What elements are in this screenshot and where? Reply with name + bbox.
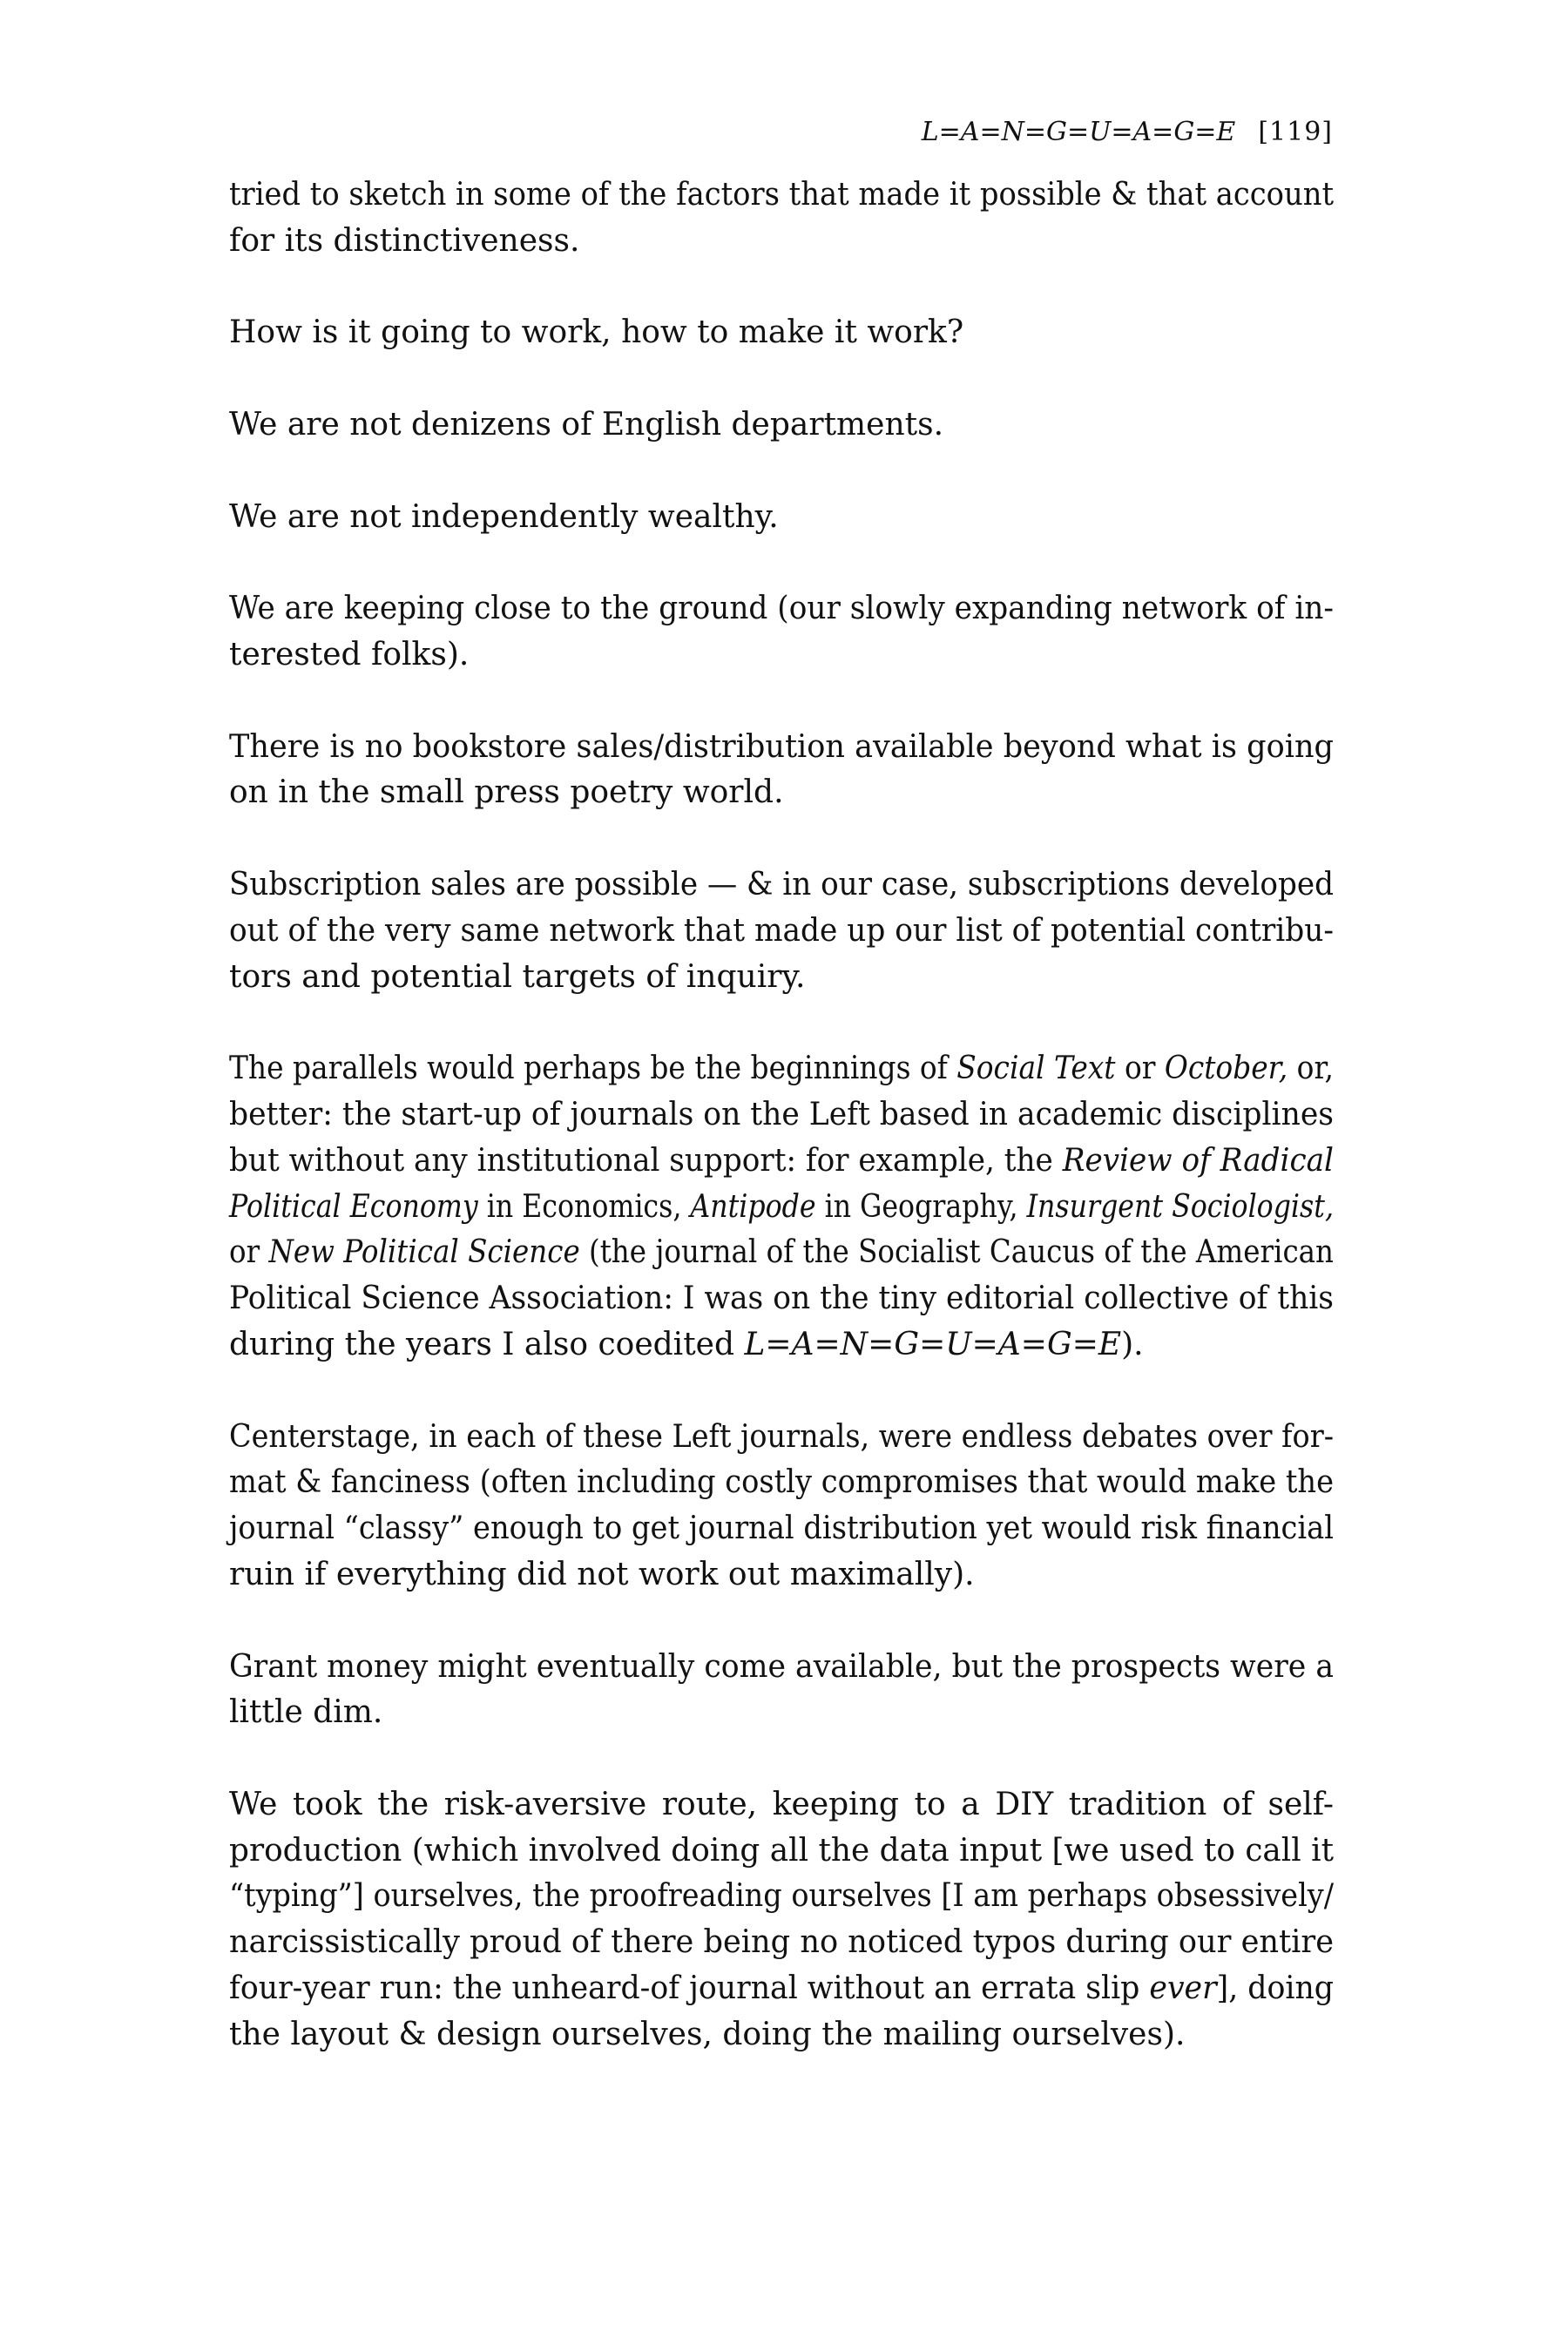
text-line (229, 495, 1334, 541)
text-line (229, 1276, 1334, 1322)
text-run: out of the very same network that made up our list of potential contribu- (229, 912, 1334, 949)
text-line (229, 1506, 1334, 1552)
text-run: We are not independently wealthy. (229, 498, 779, 535)
text-line (229, 1828, 1334, 1875)
text-run: but without any institutional support: for example, the (229, 1142, 1063, 1179)
text-line (229, 1460, 1334, 1506)
text-run: The parallels would perhaps be the beginnings of (229, 1051, 957, 1087)
text-run: ], doing (1216, 1970, 1334, 2007)
italic-title: Review of Radical (1062, 1142, 1334, 1179)
paragraph (229, 310, 1334, 356)
text-line (229, 909, 1334, 955)
text-line (229, 1185, 1334, 1231)
text-line (229, 1552, 1334, 1598)
text-run: How is it going to work, how to make it work? (229, 314, 964, 351)
paragraph (229, 1645, 1334, 1737)
page-number: [119] (1258, 117, 1333, 147)
text-run: We took the risk-aversive route, keeping to a DIY tradition of self- (229, 1786, 1334, 1822)
text-run: There is no bookstore sales/distribution available beyond what is going (229, 728, 1334, 765)
paragraph (229, 172, 1334, 265)
italic-title: Social Text (956, 1051, 1116, 1087)
text-line (229, 2012, 1334, 2058)
paragraph (229, 862, 1334, 1000)
text-run: narcissistically proud of there being no noticed typos during our entire (229, 1924, 1334, 1961)
text-run: Grant money might eventually come available, but the prospects were a (229, 1648, 1334, 1685)
text-run: in Geography, (815, 1188, 1027, 1225)
running-head (922, 115, 1333, 150)
text-run: terested folks). (229, 636, 470, 672)
text-run: tors and potential targets of inquiry. (229, 958, 806, 995)
text-line (229, 1046, 1334, 1092)
text-run: mat & fanciness (often including costly compromises that would make the (229, 1464, 1334, 1501)
text-line (229, 770, 1334, 816)
paragraph (229, 586, 1334, 679)
text-line (229, 1645, 1334, 1691)
text-run: the layout & design ourselves, doing the mailing ourselves). (229, 2016, 1186, 2052)
text-line (229, 1415, 1334, 1461)
text-line (229, 310, 1334, 356)
text-run: We are not denizens of English departments. (229, 406, 944, 443)
italic-title: Political Economy (229, 1188, 478, 1225)
text-run: Subscription sales are possible — & in our case, subscriptions developed (229, 866, 1334, 902)
text-run: We are keeping close to the ground (our slowly expanding network of in- (229, 591, 1334, 627)
text-run: little dim. (229, 1694, 383, 1731)
text-line (229, 1874, 1334, 1920)
paragraph (229, 1046, 1334, 1369)
italic-title: ever (1149, 1970, 1217, 2007)
text-line (229, 1092, 1334, 1139)
text-line (229, 1230, 1334, 1276)
text-run: (the journal of the Socialist Caucus of the American (579, 1234, 1334, 1271)
text-line (229, 1782, 1334, 1828)
text-run: tried to sketch in some of the factors that made it possible & that account (229, 177, 1334, 213)
text-run: Centerstage, in each of these Left journals, were endless debates over for- (229, 1418, 1334, 1455)
text-run: ). (1121, 1326, 1144, 1362)
text-line (229, 172, 1334, 219)
paragraph (229, 725, 1334, 817)
italic-title: Insurgent Sociologist, (1026, 1188, 1334, 1225)
text-line (229, 1139, 1334, 1185)
paragraph (229, 495, 1334, 541)
text-run: or (229, 1234, 269, 1271)
italic-title: Antipode (690, 1188, 816, 1225)
text-line (229, 1966, 1334, 2012)
running-head-title: L=A=N=G=U=A=G=E (921, 117, 1236, 147)
text-line (229, 632, 1334, 679)
text-run: on in the small press poetry world. (229, 774, 784, 811)
text-run: production (which involved doing all the data input [we used to call it (229, 1832, 1334, 1869)
text-run: or (1115, 1051, 1165, 1087)
text-line (229, 1322, 1334, 1369)
italic-title: New Political Science (268, 1234, 580, 1271)
text-run: ruin if everything did not work out maximally). (229, 1556, 975, 1592)
text-run: during the years I also coedited (229, 1326, 745, 1362)
text-run: for its distinctiveness. (229, 222, 580, 259)
text-line (229, 219, 1334, 265)
text-run: in Economics, (477, 1188, 691, 1225)
text-run: Political Science Association: I was on the tiny editorial collective of this (229, 1281, 1334, 1317)
text-line (229, 725, 1334, 771)
text-line (229, 862, 1334, 909)
text-run: four-year run: the unheard-of journal without an errata slip (229, 1970, 1150, 2007)
text-run: journal “classy” enough to get journal distribution yet would risk financial (229, 1511, 1334, 1547)
text-line (229, 955, 1334, 1001)
text-line (229, 1920, 1334, 1966)
text-run: or, (1288, 1051, 1334, 1087)
body-text (229, 172, 1334, 2104)
text-line (229, 1690, 1334, 1736)
text-line (229, 402, 1334, 449)
paragraph (229, 1415, 1334, 1598)
paragraph (229, 402, 1334, 449)
text-line (229, 586, 1334, 632)
paragraph (229, 1782, 1334, 2058)
text-run: “typing”] ourselves, the proofreading ourselves [I am perhaps obsessively/ (229, 1878, 1334, 1915)
italic-title: L=A=N=G=U=A=G=E (744, 1326, 1122, 1362)
text-run: better: the start-up of journals on the Left based in academic disciplines (229, 1096, 1334, 1132)
italic-title: October, (1164, 1051, 1288, 1087)
